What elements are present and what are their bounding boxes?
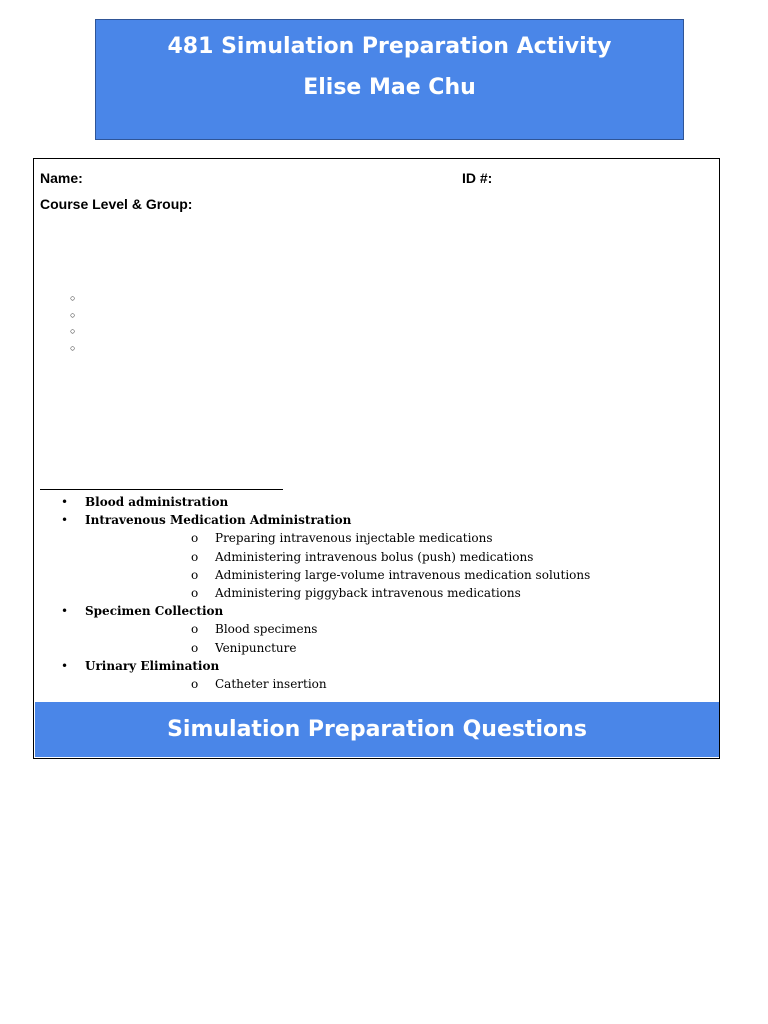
circle-bullet-icon: o — [191, 586, 199, 601]
subtopic-item — [85, 548, 590, 566]
circle-bullet-icon: o — [191, 549, 199, 564]
empty-bullet-list — [70, 290, 75, 356]
circle-bullet-icon: o — [191, 567, 199, 582]
course-level-label: Course Level & Group: — [40, 196, 193, 212]
topic-list — [0, 493, 590, 693]
subtopic-label: Preparing intravenous injectable medications — [215, 531, 493, 546]
empty-bullet-item — [70, 323, 75, 340]
document-title: 481 Simulation Preparation Activity — [167, 34, 612, 59]
topic-label: Blood administration — [85, 495, 229, 509]
empty-bullet-item — [70, 307, 75, 324]
subtopic-label: Administering large-volume intravenous medication solutions — [215, 567, 591, 582]
section-banner: Simulation Preparation Questions — [35, 702, 719, 757]
topic-item — [0, 602, 590, 657]
subtopic-list — [85, 529, 590, 602]
subtopic-label: Blood specimens — [215, 622, 318, 637]
section-divider — [40, 489, 283, 490]
topic-item — [0, 511, 590, 602]
topic-item — [0, 493, 590, 511]
empty-bullet-item — [70, 290, 75, 307]
subtopic-item — [85, 639, 590, 657]
bullet-icon: • — [61, 604, 69, 619]
bullet-icon: • — [61, 658, 69, 673]
circle-bullet-icon: o — [191, 640, 199, 655]
subtopic-item — [85, 566, 590, 584]
bullet-icon: • — [61, 513, 69, 528]
subtopic-label: Catheter insertion — [215, 677, 327, 692]
circle-bullet-icon: o — [191, 531, 199, 546]
subtopic-label: Administering piggyback intravenous medications — [215, 586, 521, 601]
subtopic-item — [85, 675, 590, 693]
subtopic-label: Venipuncture — [215, 640, 297, 655]
subtopic-list — [85, 620, 590, 656]
topic-label: Specimen Collection — [85, 604, 224, 619]
bullet-icon: • — [61, 495, 69, 509]
subtopic-list — [85, 675, 590, 693]
subtopic-label: Administering intravenous bolus (push) medications — [215, 549, 534, 564]
name-label: Name: — [40, 170, 83, 186]
topic-label: Urinary Elimination — [85, 658, 220, 673]
author-name: Elise Mae Chu — [303, 75, 476, 100]
empty-bullet-item — [70, 340, 75, 357]
subtopic-item — [85, 529, 590, 547]
circle-bullet-icon: o — [191, 677, 199, 692]
topic-label: Intravenous Medication Administration — [85, 513, 352, 528]
subtopic-item — [85, 620, 590, 638]
header-banner — [95, 19, 684, 140]
id-label: ID #: — [462, 170, 493, 186]
subtopic-item — [85, 584, 590, 602]
topic-item — [0, 657, 590, 693]
circle-bullet-icon: o — [191, 622, 199, 637]
